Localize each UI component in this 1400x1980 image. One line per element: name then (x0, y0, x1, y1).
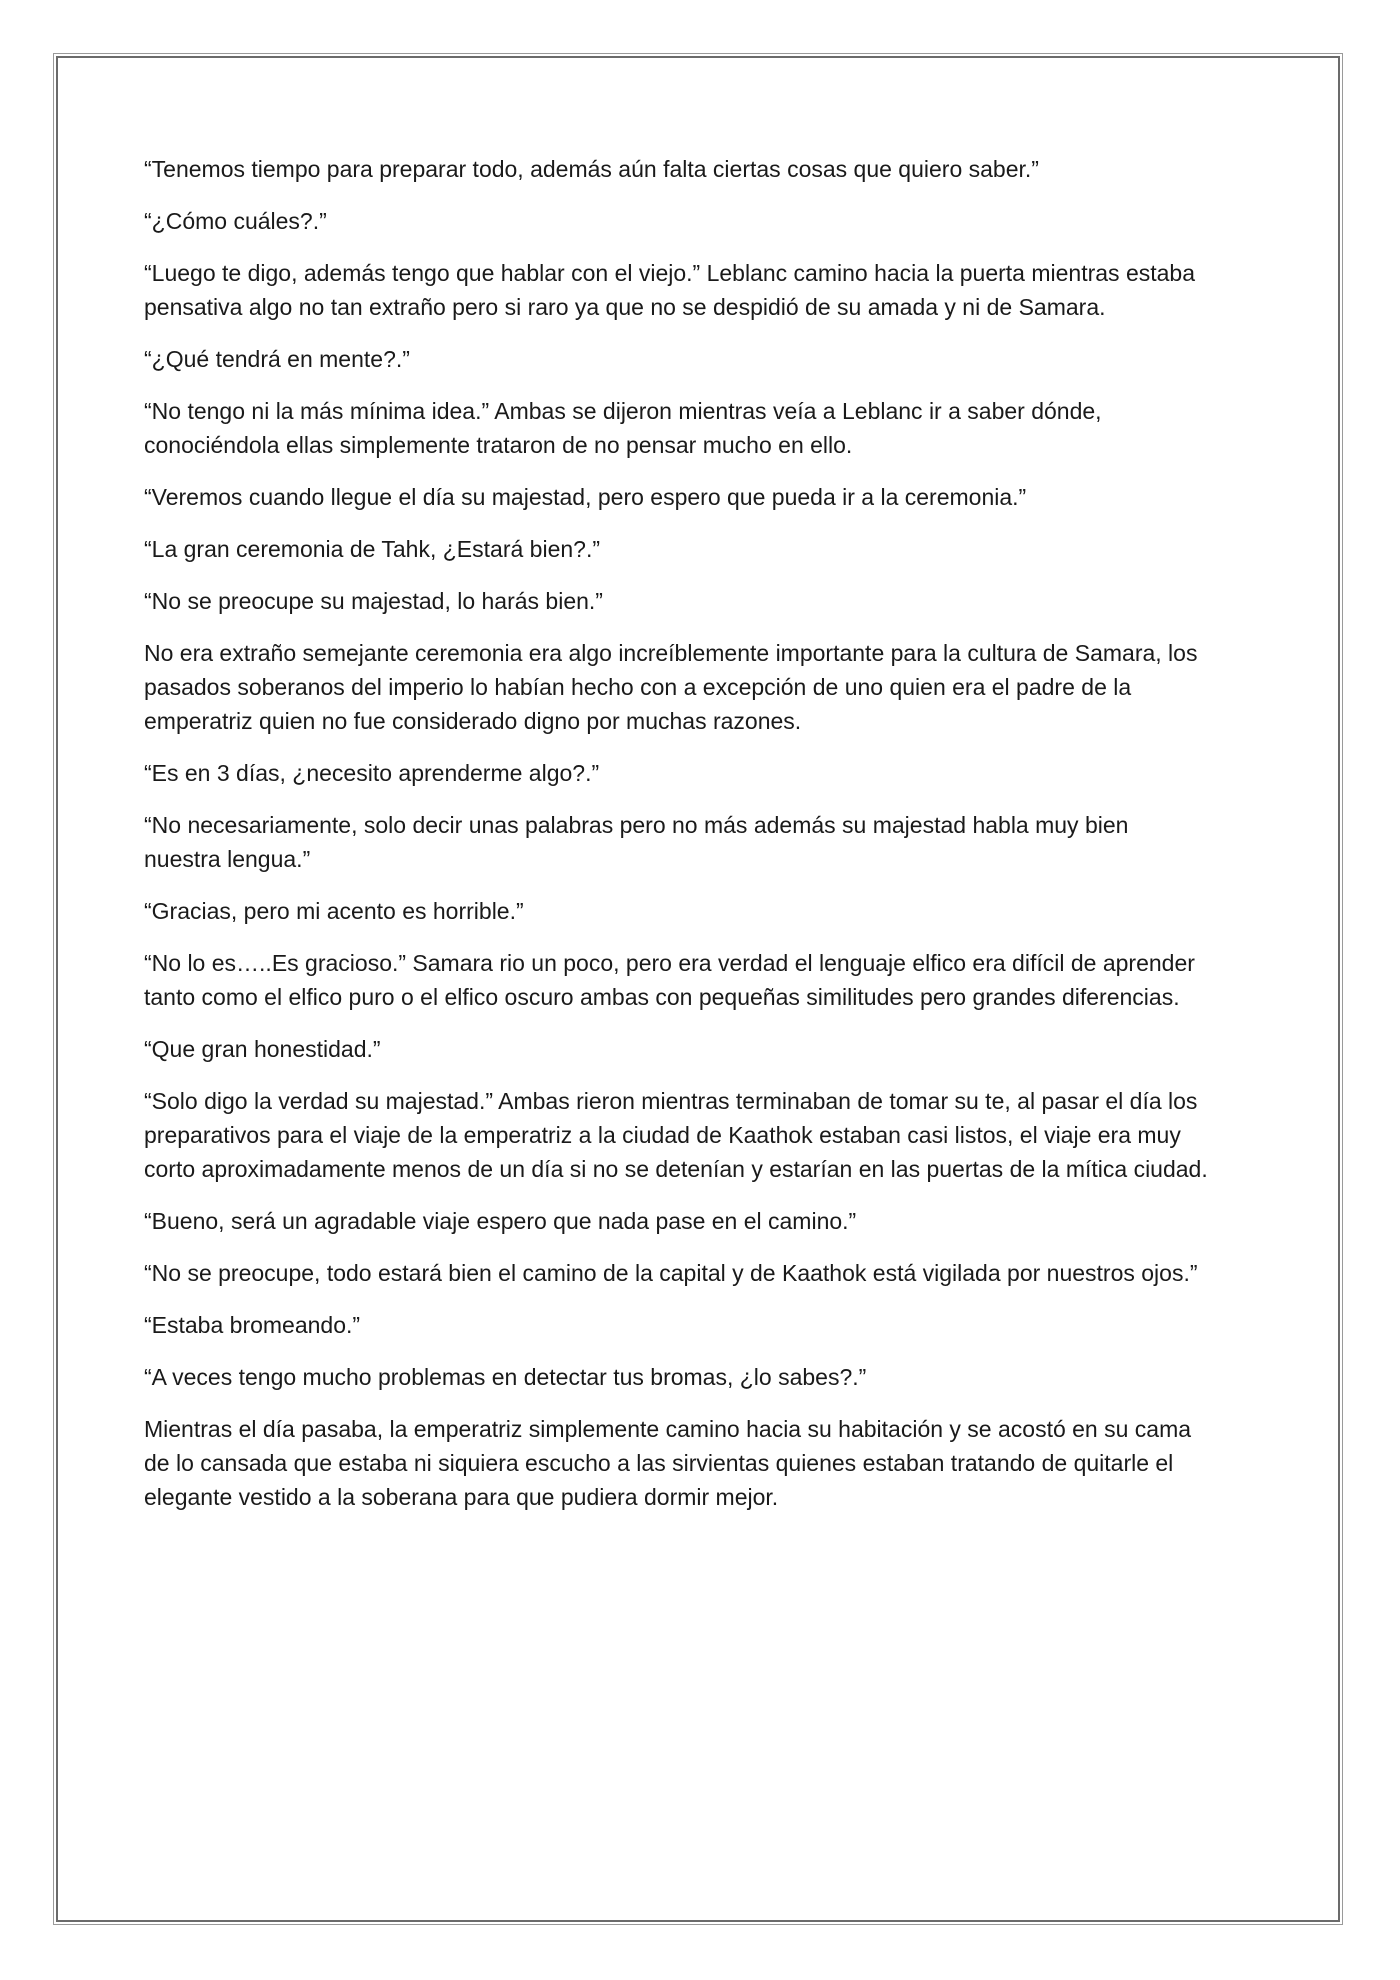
paragraph: No era extraño semejante ceremonia era algo increíblemente importante para la cultura de Samara, los pasados soberanos del imperio lo habían hecho con a excepción de uno quien era el padre de la emperatriz quien no fue considerado digno por muchas razones. (144, 640, 1198, 734)
paragraph: “No se preocupe su majestad, lo harás bien.” (144, 588, 603, 614)
paragraph: “No lo es…..Es gracioso.” Samara rio un poco, pero era verdad el lenguaje elfico era difícil de aprender tanto como el elfico puro o el elfico oscuro ambas con pequeñas similitudes pero grandes diferencias. (144, 950, 1195, 1010)
paragraph: “Es en 3 días, ¿necesito aprenderme algo?.” (144, 760, 600, 786)
paragraph: “Gracias, pero mi acento es horrible.” (144, 898, 524, 924)
paragraph: “Estaba bromeando.” (144, 1312, 361, 1338)
paragraph: “Tenemos tiempo para preparar todo, además aún falta ciertas cosas que quiero saber.” (144, 156, 1039, 182)
paragraph: “¿Qué tendrá en mente?.” (144, 346, 410, 372)
paragraph: Mientras el día pasaba, la emperatriz simplemente camino hacia su habitación y se acostó en su cama de lo cansada que estaba ni siquiera escucho a las sirvientas quienes estaban tratando de quitarle el elegante vestido a la soberana para que pudiera dormir mejor. (144, 1416, 1192, 1510)
paragraph: “¿Cómo cuáles?.” (144, 208, 327, 234)
paragraph: “No necesariamente, solo decir unas palabras pero no más además su majestad habla muy bien nuestra lengua.” (144, 812, 1129, 872)
paragraph: “No tengo ni la más mínima idea.” Ambas se dijeron mientras veía a Leblanc ir a saber dónde, conociéndola ellas simplemente trataron de no pensar mucho en ello. (144, 398, 1102, 458)
paragraph: “Bueno, será un agradable viaje espero que nada pase en el camino.” (144, 1208, 857, 1234)
paragraph: “Solo digo la verdad su majestad.” Ambas rieron mientras terminaban de tomar su te, al pasar el día los preparativos para el viaje de la emperatriz a la ciudad de Kaathok estaban casi listos, el viaje era muy corto aproximadamente menos de un día si no se detenían y estarían en las puertas de la mítica ciudad. (144, 1088, 1208, 1182)
paragraph: “Veremos cuando llegue el día su majestad, pero espero que pueda ir a la ceremonia.” (144, 484, 1027, 510)
paragraph: “Luego te digo, además tengo que hablar con el viejo.” Leblanc camino hacia la puerta mientras estaba pensativa algo no tan extraño pero si raro ya que no se despidió de su amada y ni de Samara. (144, 260, 1196, 320)
paragraph: “Que gran honestidad.” (144, 1036, 381, 1062)
paragraph: “La gran ceremonia de Tahk, ¿Estará bien?.” (144, 536, 600, 562)
paragraph: “No se preocupe, todo estará bien el camino de la capital y de Kaathok está vigilada por nuestros ojos.” (144, 1260, 1198, 1286)
document-body (144, 152, 1210, 1532)
paragraph: “A veces tengo mucho problemas en detectar tus bromas, ¿lo sabes?.” (144, 1364, 867, 1390)
